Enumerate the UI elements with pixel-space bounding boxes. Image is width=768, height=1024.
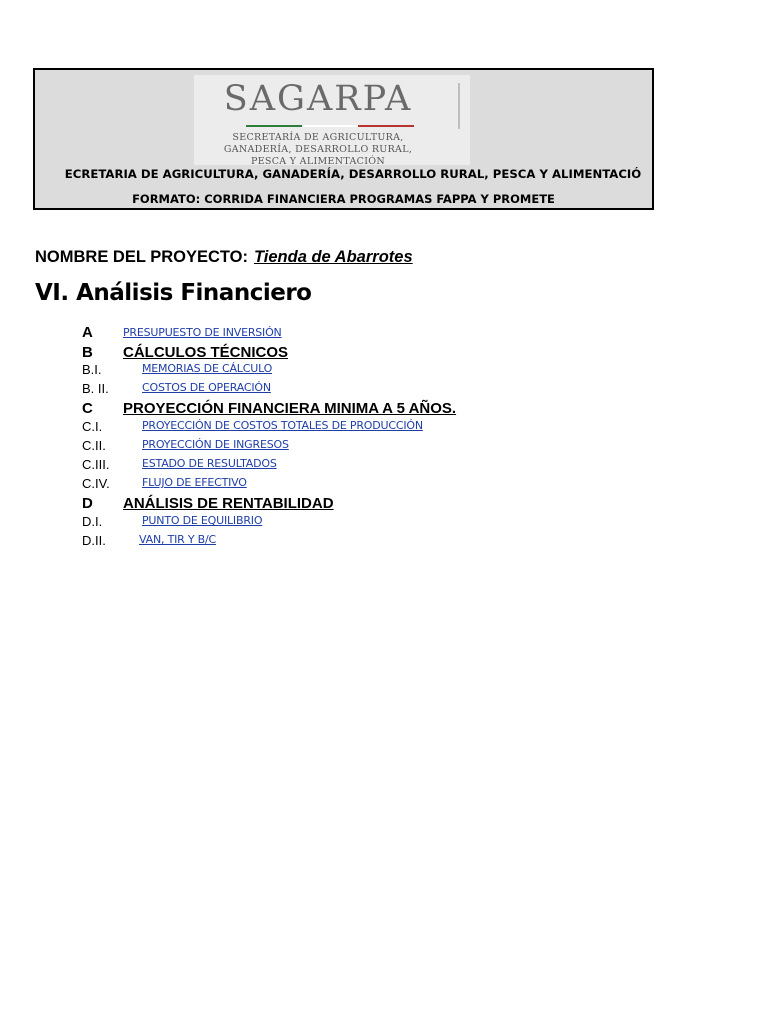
- logo-divider: [458, 83, 460, 129]
- project-name: Tienda de Abarrotes: [254, 248, 413, 266]
- format-title: FORMATO: CORRIDA FINANCIERA PROGRAMAS FAPPA Y PROMETE: [132, 192, 555, 206]
- toc-code: D: [82, 495, 93, 512]
- toc-link-calculos[interactable]: CÁLCULOS TÉCNICOS: [123, 344, 288, 361]
- toc-link-text: ESTADO DE RESULTADOS: [142, 457, 277, 470]
- toc-link-costos-operacion[interactable]: [123, 381, 271, 394]
- toc-link-text: PROYECCIÓN DE INGRESOS: [142, 438, 289, 451]
- toc-link-text: COSTOS DE OPERACIÓN: [142, 381, 271, 394]
- toc-code: D.I.: [82, 514, 103, 529]
- ministry-name: ECRETARIA DE AGRICULTURA, GANADERÍA, DESARROLLO RURAL, PESCA Y ALIMENTACIÓ: [64, 167, 642, 181]
- toc-link-text: FLUJO DE EFECTIVO: [142, 476, 247, 489]
- logo-stripe-white: [302, 125, 358, 127]
- toc-code: B. II.: [82, 381, 109, 396]
- toc-link-text: PROYECCIÓN DE COSTOS TOTALES DE PRODUCCIÓN: [142, 419, 423, 432]
- toc-code: B: [82, 344, 93, 361]
- logo-subtitle-line: PESCA Y ALIMENTACIÓN: [251, 156, 385, 167]
- toc-link-ingresos[interactable]: [123, 438, 289, 451]
- toc-code: C.IV.: [82, 476, 110, 491]
- toc-code: D.II.: [82, 533, 106, 548]
- toc-code: C.III.: [82, 457, 110, 472]
- sagarpa-logo: [194, 75, 470, 165]
- header-banner: [33, 68, 654, 210]
- toc-code: B.I.: [82, 362, 102, 377]
- logo-subtitle-line: GANADERÍA, DESARROLLO RURAL,: [223, 144, 413, 155]
- logo-wordmark: SAGARPA: [223, 79, 413, 119]
- logo-stripe-red: [358, 125, 414, 127]
- toc-link-van-tir[interactable]: [123, 533, 216, 546]
- logo-stripe-green: [246, 125, 302, 127]
- toc-link-text: PUNTO DE EQUILIBRIO: [142, 514, 263, 527]
- section-title: VI. Análisis Financiero: [35, 280, 312, 306]
- logo-subtitle-line: SECRETARÍA DE AGRICULTURA,: [232, 132, 404, 143]
- toc-link-text: MEMORIAS DE CÁLCULO: [142, 362, 273, 375]
- toc-link-presupuesto[interactable]: PRESUPUESTO DE INVERSIÓN: [123, 326, 282, 339]
- toc-link-estado-resultados[interactable]: [123, 457, 277, 470]
- toc-code: C.I.: [82, 419, 103, 434]
- project-label: NOMBRE DEL PROYECTO:: [35, 248, 248, 266]
- project-name-row: [35, 248, 413, 267]
- toc-link-costos-totales[interactable]: [123, 419, 423, 432]
- toc-code: C: [82, 400, 93, 417]
- toc-code: C.II.: [82, 438, 106, 453]
- toc-link-proyeccion-financiera[interactable]: PROYECCIÓN FINANCIERA MINIMA A 5 AÑOS.: [123, 400, 457, 417]
- toc-link-memorias[interactable]: [123, 362, 272, 375]
- toc-link-text: VAN, TIR Y B/C: [139, 533, 217, 546]
- toc-link-rentabilidad[interactable]: ANÁLISIS DE RENTABILIDAD: [123, 495, 334, 512]
- toc-link-punto-equilibrio[interactable]: [123, 514, 262, 527]
- toc-code: A: [82, 324, 93, 341]
- toc-link-flujo-efectivo[interactable]: [123, 476, 247, 489]
